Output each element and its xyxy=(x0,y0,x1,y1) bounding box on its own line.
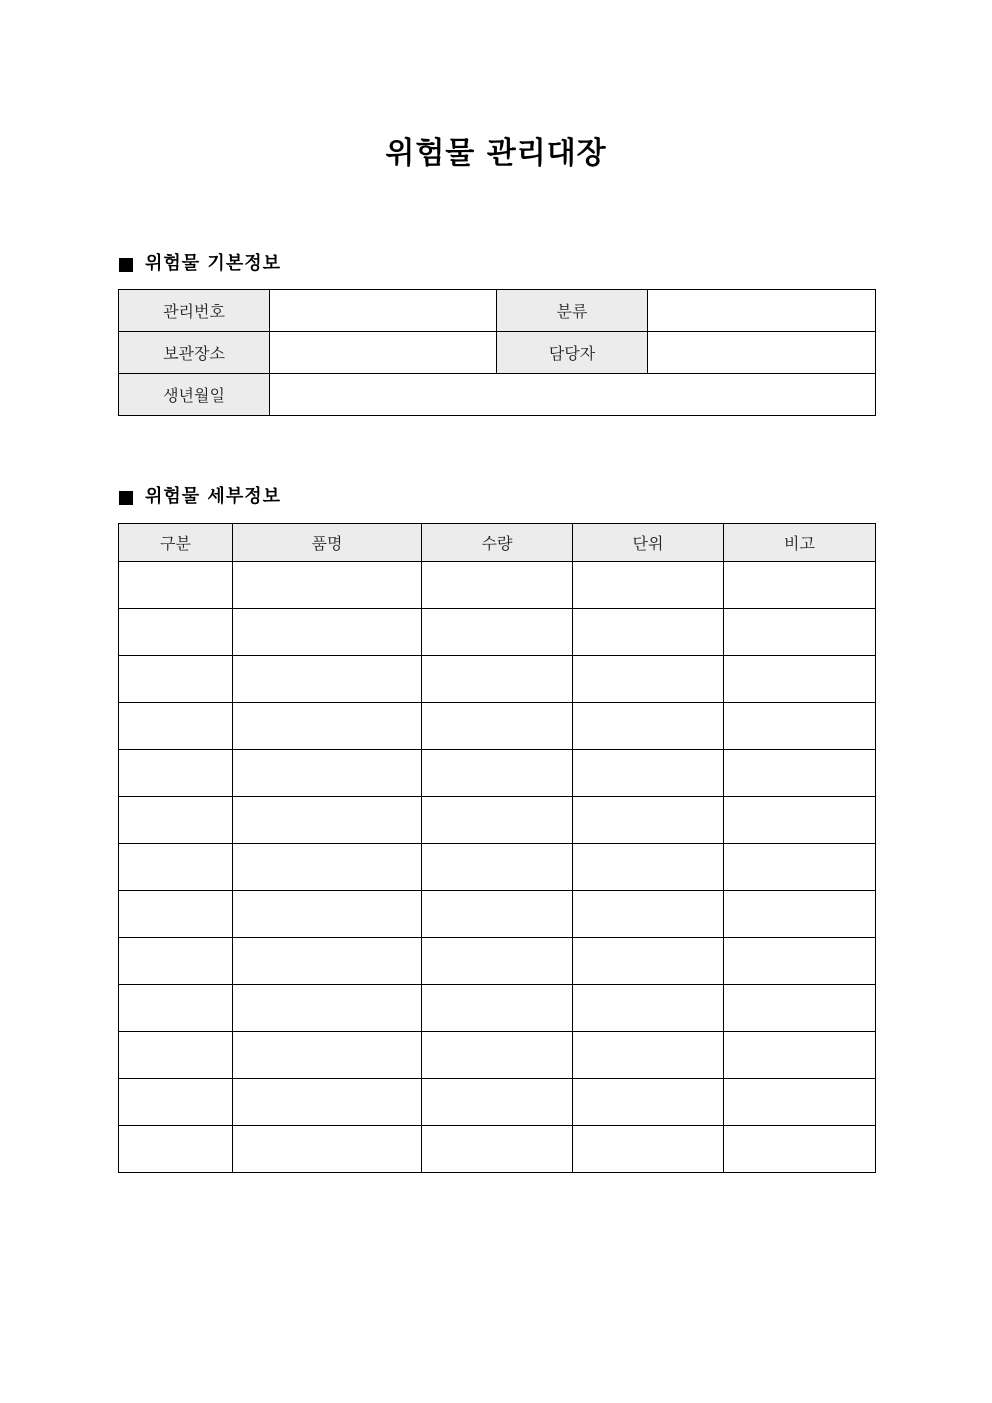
cell-division[interactable] xyxy=(119,938,233,985)
column-header-unit: 단위 xyxy=(573,524,724,562)
table-row xyxy=(119,938,876,985)
cell-quantity[interactable] xyxy=(422,1126,573,1173)
cell-quantity[interactable] xyxy=(422,562,573,609)
cell-division[interactable] xyxy=(119,1126,233,1173)
cell-remarks[interactable] xyxy=(724,656,876,703)
cell-division[interactable] xyxy=(119,609,233,656)
section-title-text: 위험물 기본정보 xyxy=(145,253,281,274)
cell-quantity[interactable] xyxy=(422,1079,573,1126)
table-row xyxy=(119,656,876,703)
table-row xyxy=(119,1126,876,1173)
cell-item-name[interactable] xyxy=(233,1126,422,1173)
cell-item-name[interactable] xyxy=(233,609,422,656)
cell-remarks[interactable] xyxy=(724,938,876,985)
cell-quantity[interactable] xyxy=(422,656,573,703)
cell-division[interactable] xyxy=(119,891,233,938)
cell-remarks[interactable] xyxy=(724,844,876,891)
cell-unit[interactable] xyxy=(573,656,724,703)
label-storage-location: 보관장소 xyxy=(119,332,270,374)
column-header-division: 구분 xyxy=(119,524,233,562)
cell-quantity[interactable] xyxy=(422,797,573,844)
label-person-in-charge: 담당자 xyxy=(497,332,648,374)
cell-quantity[interactable] xyxy=(422,1032,573,1079)
square-bullet-icon xyxy=(119,491,133,505)
cell-item-name[interactable] xyxy=(233,1079,422,1126)
table-row xyxy=(119,609,876,656)
cell-item-name[interactable] xyxy=(233,703,422,750)
cell-division[interactable] xyxy=(119,844,233,891)
cell-remarks[interactable] xyxy=(724,891,876,938)
table-row xyxy=(119,374,876,416)
cell-remarks[interactable] xyxy=(724,609,876,656)
cell-unit[interactable] xyxy=(573,985,724,1032)
cell-item-name[interactable] xyxy=(233,985,422,1032)
table-row xyxy=(119,562,876,609)
field-management-number[interactable] xyxy=(270,290,497,332)
cell-quantity[interactable] xyxy=(422,750,573,797)
cell-quantity[interactable] xyxy=(422,891,573,938)
cell-item-name[interactable] xyxy=(233,750,422,797)
cell-remarks[interactable] xyxy=(724,750,876,797)
cell-quantity[interactable] xyxy=(422,609,573,656)
cell-remarks[interactable] xyxy=(724,985,876,1032)
table-row xyxy=(119,844,876,891)
label-management-number: 관리번호 xyxy=(119,290,270,332)
cell-division[interactable] xyxy=(119,1032,233,1079)
cell-unit[interactable] xyxy=(573,797,724,844)
cell-division[interactable] xyxy=(119,985,233,1032)
label-category: 분류 xyxy=(497,290,648,332)
cell-item-name[interactable] xyxy=(233,844,422,891)
field-category[interactable] xyxy=(648,290,876,332)
field-person-in-charge[interactable] xyxy=(648,332,876,374)
cell-remarks[interactable] xyxy=(724,1032,876,1079)
cell-unit[interactable] xyxy=(573,1126,724,1173)
cell-division[interactable] xyxy=(119,750,233,797)
cell-item-name[interactable] xyxy=(233,938,422,985)
table-row xyxy=(119,891,876,938)
label-date-of-birth: 생년월일 xyxy=(119,374,270,416)
table-row xyxy=(119,703,876,750)
cell-unit[interactable] xyxy=(573,891,724,938)
field-date-of-birth[interactable] xyxy=(270,374,876,416)
table-row xyxy=(119,290,876,332)
table-row xyxy=(119,332,876,374)
section-title-detail-info xyxy=(119,485,281,509)
column-header-quantity: 수량 xyxy=(422,524,573,562)
section-title-text: 위험물 세부정보 xyxy=(145,486,281,507)
detail-table-body xyxy=(119,562,876,1173)
cell-division[interactable] xyxy=(119,562,233,609)
field-storage-location[interactable] xyxy=(270,332,497,374)
cell-division[interactable] xyxy=(119,703,233,750)
cell-quantity[interactable] xyxy=(422,703,573,750)
cell-quantity[interactable] xyxy=(422,938,573,985)
column-header-item-name: 품명 xyxy=(233,524,422,562)
cell-remarks[interactable] xyxy=(724,1079,876,1126)
cell-unit[interactable] xyxy=(573,750,724,797)
cell-quantity[interactable] xyxy=(422,844,573,891)
table-row xyxy=(119,750,876,797)
cell-remarks[interactable] xyxy=(724,703,876,750)
column-header-remarks: 비고 xyxy=(724,524,876,562)
cell-item-name[interactable] xyxy=(233,797,422,844)
cell-item-name[interactable] xyxy=(233,891,422,938)
cell-item-name[interactable] xyxy=(233,656,422,703)
cell-remarks[interactable] xyxy=(724,562,876,609)
cell-unit[interactable] xyxy=(573,703,724,750)
cell-division[interactable] xyxy=(119,656,233,703)
detail-info-table xyxy=(118,523,876,1173)
document-title: 위험물 관리대장 xyxy=(385,136,607,171)
cell-unit[interactable] xyxy=(573,562,724,609)
cell-item-name[interactable] xyxy=(233,562,422,609)
cell-unit[interactable] xyxy=(573,938,724,985)
cell-remarks[interactable] xyxy=(724,1126,876,1173)
cell-unit[interactable] xyxy=(573,609,724,656)
table-row xyxy=(119,797,876,844)
table-row xyxy=(119,1032,876,1079)
cell-division[interactable] xyxy=(119,1079,233,1126)
cell-unit[interactable] xyxy=(573,844,724,891)
table-row xyxy=(119,985,876,1032)
table-header-row xyxy=(119,524,876,562)
cell-unit[interactable] xyxy=(573,1079,724,1126)
cell-quantity[interactable] xyxy=(422,985,573,1032)
cell-division[interactable] xyxy=(119,797,233,844)
table-row xyxy=(119,1079,876,1126)
section-title-basic-info xyxy=(119,252,281,276)
basic-info-table xyxy=(118,289,876,416)
square-bullet-icon xyxy=(119,258,133,272)
cell-unit[interactable] xyxy=(573,1032,724,1079)
cell-remarks[interactable] xyxy=(724,797,876,844)
cell-item-name[interactable] xyxy=(233,1032,422,1079)
